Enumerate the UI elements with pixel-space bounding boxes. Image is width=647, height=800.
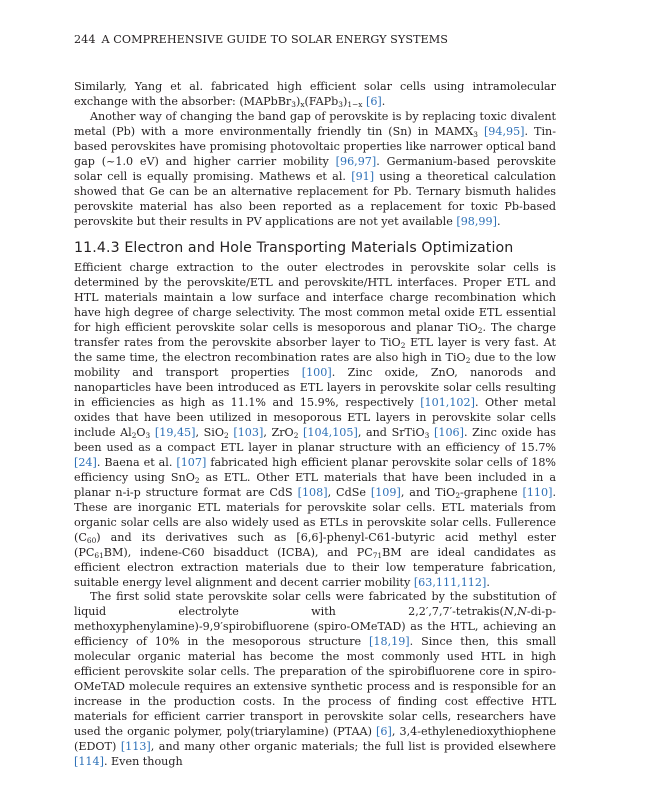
citation-link[interactable]: [19,45] [154,425,196,439]
paragraph: Efficient charge extraction to the outer electrodes in perovskite solar cells is determined by the perovskite/ETL and perovskite/HTL interfaces. Proper ETL and HTL materials maintain a low surface and interface charge recombination which have high degree of charge selectivity. The most common metal oxide ETL essential for high efficient perovskite solar cells is mesoporous and planar TiO$_2$. The charge transfer rates from the perovskite absorber layer to TiO$_2$ ETL layer is very fast. At the same time, the electron recombination rates are also high in TiO$_2$ due to the low mobility and transport properties [100]. Zinc oxide, ZnO, nanorods and nanoparticles have been introduced as ETL layers in perovskite solar cells resulting in efficiencies as high as 11.1% and 15.9%, respectively [101,102]. Other metal oxides that have been utilized in mesoporous ETL layers in perovskite solar cells include $Al_2O_3$ [19,45], SiO$_2$ [103], ZrO$_2$ [104,105], and SrTiO$_3$ [106]. Zinc oxide has been used as a compact ETL layer in planar structure with an efficiency of 15.7% [24]. Baena et al. [107] fabricated high efficient planar perovskite solar cells of 18% efficiency using SnO$_2$ as ETL. Other ETL materials that have been included in a planar n-i-p structure format are CdS [108], CdSe [109], and TiO$_2$-graphene [110]. These are inorganic ETL materials for perovskite solar cells. ETL materials from organic solar cells are also widely used as ETLs in perovskite solar cells. Fullerence $(C_{60})$ and its derivatives such as [6,6]-phenyl-C61-butyric acid methyl ester $(PC_{61}BM)$, indene-C60 bisadduct (ICBA), and $PC_{71}BM$ are ideal candidates as efficient electron extraction materials due to their low temperature fabrication, suitable energy level alignment and decent carrier mobility [63,111,112]. [74,261,556,589]
citation-link[interactable]: [6] [376,725,392,739]
citation-link[interactable]: [114] [74,754,104,768]
citation-link[interactable]: [101,102] [420,396,475,410]
citation-link[interactable]: [107] [176,455,207,469]
book-title: A COMPREHENSIVE GUIDE TO SOLAR ENERGY SYSTEMS [101,33,448,46]
page-number: 244 [74,33,96,46]
paragraph: The first solid state perovskite solar cells were fabricated by the substitution of liquid electrolyte with 2,2′,7,7′-tetrakis(N,N-di-p-methoxyphenylamine)-9,9′spirobifluorene (spiro-OMeTAD) as the HTL, achieving an efficiency of 10% in the mesoporous structure [18,19]. Since then, this small molecular organic material has become the most commonly used HTL in high efficient perovskite solar cells. The preparation of the spirobifluorene core in spiro-OMeTAD molecule requires an extensive synthetic process and is responsible for an increase in the production costs. In the process of finding cost effective HTL materials for efficient carrier transport in perovskite solar cells, researchers have used the organic polymer, poly(triarylamine) (PTAA) [6], 3,4-ethylenedioxythiophene (EDOT) [113], and many other organic materials; the full list is provided elsewhere [114]. Even though [74,590,557,768]
citation-link[interactable]: [110] [522,485,553,499]
paragraph: Similarly, Yang et al. fabricated high efficient solar cells using intramolecular exchange with the absorber: $(MAPbBr_3)_x(FAPb_3)_{1-x}$ [6]. [74,80,556,109]
citation-link[interactable]: [113] [120,739,151,753]
section-heading: 11.4.3 Electron and Hole Transporting Materials Optimization [74,239,514,256]
running-head [74,33,448,46]
citation-link[interactable]: [98,99] [456,214,497,228]
citation-link[interactable]: [103] [233,425,264,439]
citation-link[interactable]: [6] [365,94,382,108]
citation-link[interactable]: [96,97] [335,154,377,168]
citation-link[interactable]: [91] [351,169,375,183]
citation-link[interactable]: [106] [434,425,464,439]
citation-link[interactable]: [100] [301,366,332,380]
paragraph: Another way of changing the band gap of perovskite is by replacing toxic divalent metal (Pb) with a more environmentally friendly tin (Sn) in $MAMX_3$ [94,95]. Tin-based perovskites have promising photovoltaic properties like narrower optical band gap (~1.0 eV) and higher carrier mobility [96,97]. Germanium-based perovskite solar cell is equally promising. Mathews et al. [91] using a theoretical calculation showed that Ge can be an alternative replacement for Pb. Ternary bismuth halides perovskite material has also been reported as a replacement for toxic Pb-based perovskite but their results in PV applications are not yet available [98,99]. [74,109,556,228]
citation-link[interactable]: [94,95] [483,124,525,138]
citation-link[interactable]: [104,105] [303,425,358,439]
citation-link[interactable]: [109] [370,485,401,499]
citation-link[interactable]: [108] [297,485,328,499]
citation-link[interactable]: [24] [74,455,97,469]
body-text [74,80,556,770]
citation-link[interactable]: [18,19] [369,635,410,649]
citation-link[interactable]: [63,111,112] [413,575,487,589]
